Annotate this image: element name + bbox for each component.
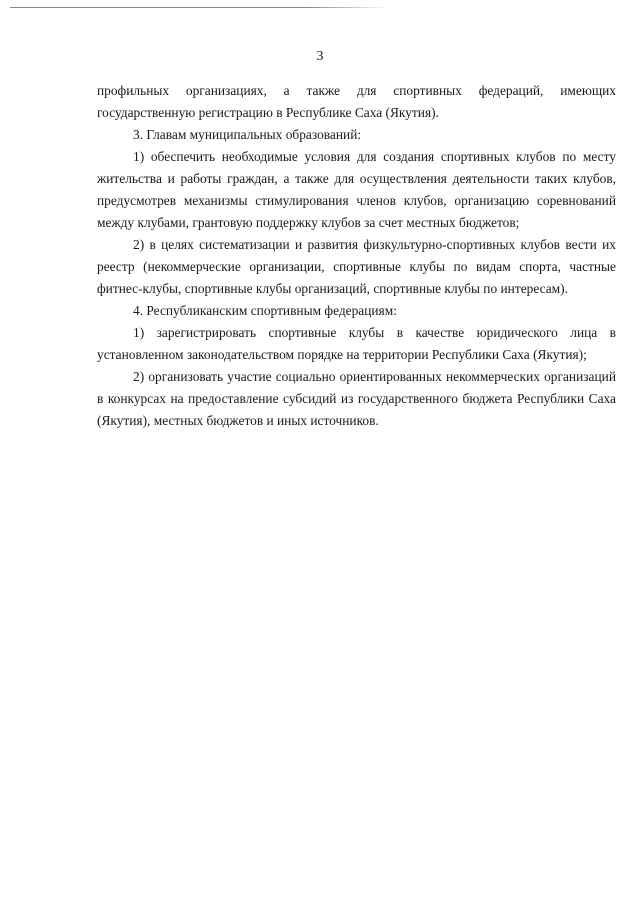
document-body (97, 80, 616, 432)
paragraph-item-4-heading: 4. Республиканским спортивным федерациям: (133, 303, 397, 318)
paragraph-item-3-1: 1) обеспечить необходимые условия для создания спортивных клубов по месту жительства и работы граждан, а также для осуществления деятельности таких клубов, предусмотрев механизмы стимулирования членов клубов, организацию соревнований между клубами, грантовую поддержку клубов за счет местных бюджетов; (97, 149, 616, 230)
scan-edge-line (10, 7, 390, 8)
page-number: 3 (316, 49, 324, 64)
paragraph-item-4-1: 1) зарегистрировать спортивные клубы в качестве юридического лица в установленном законодательством порядке на территории Республики Саха (Якутия); (97, 325, 616, 362)
paragraph-item-4-2: 2) организовать участие социально ориентированных некоммерческих организаций в конкурсах на предоставление субсидий из государственного бюджета Республики Саха (Якутия), местных бюджетов и иных источников. (97, 369, 616, 428)
paragraph-item-3-heading: 3. Главам муниципальных образований: (133, 127, 362, 142)
paragraph-item-3-2: 2) в целях систематизации и развития физкультурно-спортивных клубов вести их реестр (некоммерческие организации, спортивные клубы по видам спорта, частные фитнес-клубы, спортивные клубы организаций, спортивные клубы по интересам). (97, 237, 616, 296)
paragraph-continuation: профильных организациях, а также для спортивных федераций, имеющих государственную регистрацию в Республике Саха (Якутия). (97, 83, 616, 120)
